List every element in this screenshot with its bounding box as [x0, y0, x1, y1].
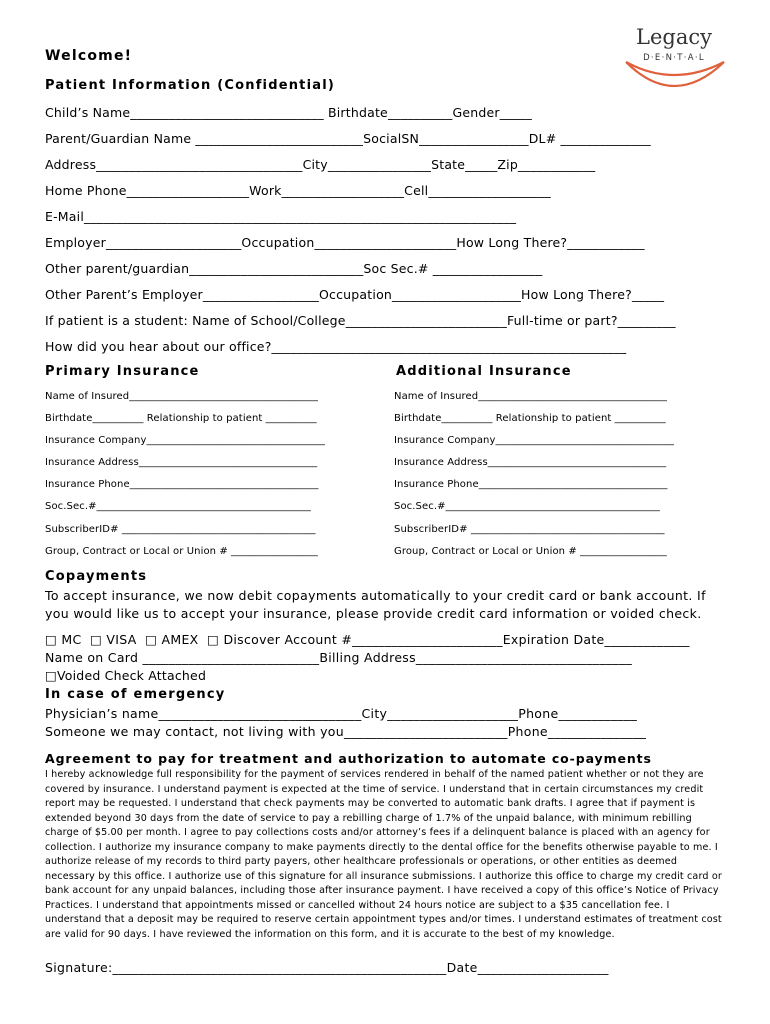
employer-line[interactable]: Employer_____________________Occupation______________________How Long There?____________	[45, 235, 645, 250]
name-on-card-line[interactable]: Name on Card ___________________________Billing Address_________________________________	[45, 650, 633, 665]
logo-smile-shape	[626, 62, 724, 86]
additional-subscriber-id[interactable]: SubscriberID# ______________________________________	[394, 524, 665, 535]
primary-socsec[interactable]: Soc.Sec.#__________________________________________	[45, 501, 311, 512]
primary-group[interactable]: Group, Contract or Local or Union # _________________	[45, 546, 318, 557]
additional-group[interactable]: Group, Contract or Local or Union # _________________	[394, 546, 667, 557]
logo-subword: D·E·N·T·A·L	[643, 53, 705, 63]
primary-address[interactable]: Insurance Address___________________________________	[45, 457, 318, 468]
email-line[interactable]: E-Mail___________________________________________________________________	[45, 209, 517, 224]
child-name-line[interactable]: Child’s Name______________________________ Birthdate__________Gender_____	[45, 105, 532, 120]
phone-line[interactable]: Home Phone___________________Work___________________Cell___________________	[45, 183, 551, 198]
other-parent-line[interactable]: Other parent/guardian___________________________Soc Sec.# _________________	[45, 261, 543, 276]
address-line[interactable]: Address________________________________City________________State_____Zip____________	[45, 157, 596, 172]
signature-line[interactable]: Signature:___________________________________________________Date____________________	[45, 960, 609, 975]
additional-company[interactable]: Insurance Company___________________________________	[394, 435, 675, 446]
additional-socsec[interactable]: Soc.Sec.#__________________________________________	[394, 501, 660, 512]
other-parent-employer-line[interactable]: Other Parent’s Employer__________________Occupation____________________How Long There?_____	[45, 287, 665, 302]
additional-birthdate[interactable]: Birthdate__________ Relationship to patient __________	[394, 413, 666, 424]
welcome-heading: Welcome!	[45, 48, 133, 64]
patient-info-heading: Patient Information (Confidential)	[45, 78, 336, 93]
primary-phone[interactable]: Insurance Phone_____________________________________	[45, 479, 319, 490]
referral-line[interactable]: How did you hear about our office?_______________________________________________________	[45, 339, 627, 354]
primary-company[interactable]: Insurance Company___________________________________	[45, 435, 326, 446]
additional-insurance-heading: Additional Insurance	[396, 364, 572, 379]
additional-insured-name[interactable]: Name of Insured_____________________________________	[394, 391, 667, 402]
primary-subscriber-id[interactable]: SubscriberID# ______________________________________	[45, 524, 316, 535]
copayments-heading: Copayments	[45, 569, 148, 584]
legacy-dental-logo	[620, 22, 730, 102]
school-line[interactable]: If patient is a student: Name of School/College_________________________Full-time or part?_________	[45, 313, 676, 328]
additional-phone[interactable]: Insurance Phone_____________________________________	[394, 479, 668, 490]
primary-birthdate[interactable]: Birthdate__________ Relationship to patient __________	[45, 413, 317, 424]
physician-line[interactable]: Physician’s name_______________________________City____________________Phone____________	[45, 706, 638, 721]
agreement-heading: Agreement to pay for treatment and authorization to automate co-payments	[45, 751, 652, 766]
voided-check-checkbox[interactable]: □Voided Check Attached	[45, 668, 207, 683]
emergency-contact-line[interactable]: Someone we may contact, not living with you_________________________Phone_______________	[45, 724, 647, 739]
parent-guardian-line[interactable]: Parent/Guardian Name __________________________SocialSN_________________DL# ______________	[45, 131, 651, 146]
agreement-text: I hereby acknowledge full responsibility for the payment of services rendered in behalf of the named patient whether or not they are covered by insurance. I understand payment is expected at the time of service. I understand that in certain circumstances my credit report may be requested. I understand that check payments may be converted to automatic bank drafts. I agree that if payment is extended beyond 30 days from the date of service to pay a rebilling charge of 1.7% of the unpaid balance, with minimum rebilling charge of $5.00 per month. I agree to pay collections costs and/or attorney’s fees if a delinquent balance is placed with an agency for collection. I authorize my insurance company to make payments directly to the dental office for the benefits otherwise payable to me. I authorize release of my records to third party payers, other healthcare professionals or operations, or other entities as deemed necessary by this office. I authorize use of this signature for all insurance submissions. I authorize this office to charge my credit card or bank account for any unpaid balances, including those after insurance payment. I have received a copy of this office’s Notice of Privacy Practices. I understand that appointments missed or cancelled without 24 hours notice are subject to a $35 cancellation fee. I understand that a deposit may be required to reserve certain appointment types and/or times. I understand estimates of treatment cost are valid for 90 days. I have reviewed the information on this form, and it is accurate to the best of my knowledge.	[45, 769, 722, 940]
logo-wordmark: Legacy	[636, 25, 712, 49]
card-type-line[interactable]: □ MC □ VISA □ AMEX □ Discover Account #_______________________Expiration Date_____________	[45, 632, 690, 647]
copayments-text: To accept insurance, we now debit copayments automatically to your credit card or bank account. If you would like us to accept your insurance, please provide credit card information or voided check.	[45, 588, 706, 621]
primary-insured-name[interactable]: Name of Insured_____________________________________	[45, 391, 318, 402]
primary-insurance-heading: Primary Insurance	[45, 364, 200, 379]
emergency-heading: In case of emergency	[45, 687, 226, 702]
additional-address[interactable]: Insurance Address___________________________________	[394, 457, 667, 468]
